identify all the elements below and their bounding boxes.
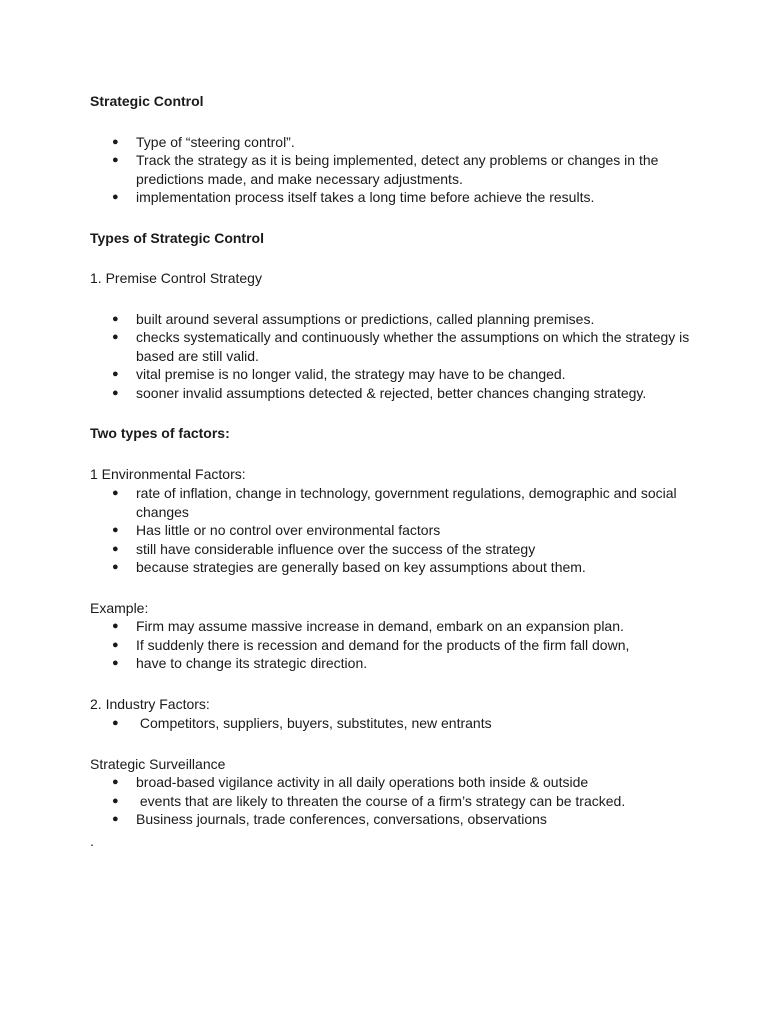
- list-item: ● have to change its strategic direction.: [90, 654, 690, 673]
- heading-types-of-strategic-control: Types of Strategic Control: [90, 229, 264, 246]
- list-item: ● events that are likely to threaten the course of a firm’s strategy can be tracked.: [90, 792, 690, 811]
- list-item: ● vital premise is no longer valid, the strategy may have to be changed.: [90, 365, 690, 384]
- subheading-premise-control: 1. Premise Control Strategy: [90, 270, 262, 286]
- list-item: ● sooner invalid assumptions detected & rejected, better chances changing strategy.: [90, 384, 690, 403]
- list-item: ● Has little or no control over environmental factors: [90, 521, 690, 540]
- list-item: ● implementation process itself takes a long time before achieve the results.: [90, 188, 690, 207]
- heading-two-types-of-factors: Two types of factors:: [90, 425, 230, 441]
- list-item: ● Competitors, suppliers, buyers, substitutes, new entrants: [90, 714, 690, 733]
- premise-control-list: [90, 310, 690, 403]
- example-list: [90, 617, 690, 673]
- subheading-industry-factors: 2. Industry Factors:: [90, 695, 210, 712]
- list-item: ● because strategies are generally based on key assumptions about them.: [90, 558, 690, 577]
- list-item: ● rate of inflation, change in technology, government regulations, demographic and social changes: [90, 484, 690, 521]
- environmental-factors-list: [90, 484, 690, 577]
- list-item: ● still have considerable influence over the success of the strategy: [90, 540, 690, 559]
- subheading-strategic-surveillance: Strategic Surveillance: [90, 755, 226, 772]
- list-item: ● Track the strategy as it is being implemented, detect any problems or changes in the predictions made, and make necessary adjustments.: [90, 151, 690, 188]
- heading-strategic-control: Strategic Control: [90, 93, 204, 109]
- subheading-environmental-factors: 1 Environmental Factors:: [90, 465, 246, 482]
- list-item: ● checks systematically and continuously whether the assumptions on which the strategy is based are still valid.: [90, 328, 690, 365]
- list-item: ● Type of “steering control”.: [90, 133, 690, 152]
- industry-factors-list: [90, 714, 690, 733]
- list-item: ● built around several assumptions or predictions, called planning premises.: [90, 310, 690, 329]
- strategic-surveillance-list: [90, 773, 690, 829]
- list-item: ● Business journals, trade conferences, conversations, observations: [90, 810, 690, 829]
- list-item: ● If suddenly there is recession and demand for the products of the firm fall down,: [90, 636, 690, 655]
- list-item: ● Firm may assume massive increase in demand, embark on an expansion plan.: [90, 617, 690, 636]
- list-item: ● broad-based vigilance activity in all daily operations both inside & outside: [90, 773, 690, 792]
- strategic-control-list: [90, 133, 690, 207]
- subheading-example: Example:: [90, 599, 149, 616]
- document-page: [90, 92, 690, 850]
- trailing-period: .: [90, 832, 94, 849]
